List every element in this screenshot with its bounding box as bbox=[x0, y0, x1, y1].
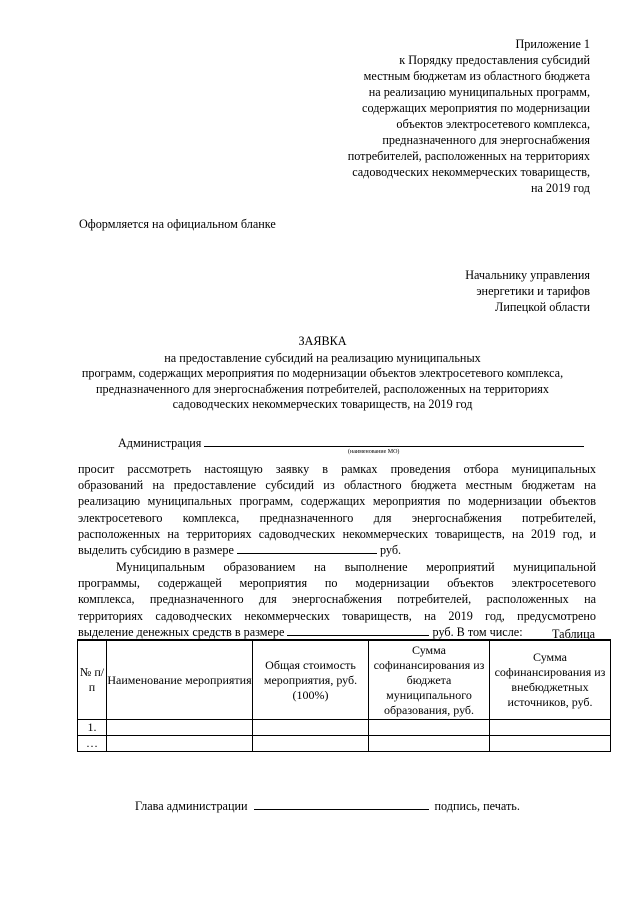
appendix-line: объектов электросетевого комплекса, bbox=[396, 117, 590, 131]
paragraph-line: электросетевого комплекса, предназначенного для энергоснабжения потребителей, bbox=[78, 510, 596, 525]
funding-paragraph bbox=[78, 559, 596, 640]
funding-table bbox=[77, 639, 611, 752]
funding-amount-label: выделение денежных средств в размере bbox=[78, 624, 285, 639]
paragraph-line: Муниципальным образованием на выполнение мероприятий муниципальной bbox=[116, 560, 596, 574]
table-cell[interactable] bbox=[253, 736, 369, 752]
appendix-header bbox=[348, 36, 590, 196]
table-header-row bbox=[78, 640, 611, 720]
table-cell[interactable] bbox=[107, 736, 253, 752]
table-cell[interactable] bbox=[490, 736, 611, 752]
header-total-cost: Общая стоимость мероприятия, руб. (100%) bbox=[253, 640, 369, 720]
paragraph-line: территориях садоводческих некоммерческих товариществ, на 2019 год, предусмотрено bbox=[78, 608, 596, 623]
appendix-line: на 2019 год bbox=[530, 181, 590, 195]
paragraph-line: образований на предоставление субсидий из областного бюджета местным бюджетам на bbox=[78, 478, 596, 493]
title-line: программ, содержащих мероприятия по модернизации объектов электросетевого комплекса, bbox=[81, 366, 564, 380]
paragraph-line: расположенных на территориях садоводческих некоммерческих товариществ, на 2019 год, и bbox=[78, 526, 596, 541]
subsidy-amount-line bbox=[78, 542, 596, 558]
appendix-line: на реализацию муниципальных программ, bbox=[368, 85, 590, 99]
administration-name-field[interactable] bbox=[204, 435, 584, 447]
appendix-line: местным бюджетам из областного бюджета bbox=[363, 69, 590, 83]
signature-label: Глава администрации bbox=[135, 799, 248, 813]
signature-line bbox=[135, 798, 520, 814]
funding-currency: руб. В том числе: bbox=[432, 624, 523, 639]
table-cell: 1. bbox=[78, 720, 107, 736]
subsidy-amount-label: выделить субсидию в размере bbox=[78, 543, 234, 558]
appendix-line: потребителей, расположенных на территориях bbox=[347, 149, 590, 163]
table-label: Таблица bbox=[552, 627, 595, 641]
appendix-line: содержащих мероприятия по модернизации bbox=[362, 101, 590, 115]
addressee-line: энергетики и тарифов bbox=[476, 284, 590, 298]
title-line: на предоставление субсидий на реализацию муниципальных bbox=[164, 350, 481, 365]
appendix-line: предназначенного для энергоснабжения bbox=[382, 133, 590, 147]
signature-field[interactable] bbox=[254, 798, 429, 810]
appendix-line: садоводческих некоммерческих товариществ, bbox=[352, 165, 590, 179]
table-cell[interactable] bbox=[490, 720, 611, 736]
title-line: садоводческих некоммерческих товариществ, на 2019 год bbox=[172, 397, 473, 411]
document-title bbox=[60, 334, 585, 413]
paragraph-line: просит рассмотреть настоящую заявку в рамках проведения отбора муниципальных bbox=[78, 462, 596, 476]
request-paragraph bbox=[78, 461, 596, 558]
administration-label: Администрация bbox=[118, 436, 202, 450]
signature-note: подпись, печать. bbox=[434, 799, 520, 813]
table-row bbox=[78, 720, 611, 736]
subsidy-currency: руб. bbox=[379, 543, 402, 558]
header-extrabudgetary-cofinancing: Сумма софинансирования из внебюджетных источников, руб. bbox=[490, 640, 611, 720]
paragraph-line: реализацию муниципальных программ, содержащих мероприятия по модернизации объектов bbox=[78, 494, 596, 509]
header-municipal-cofinancing: Сумма софинансирования из бюджета муниципального образования, руб. bbox=[369, 640, 490, 720]
table-cell: … bbox=[78, 736, 107, 752]
title-line: предназначенного для энергоснабжения потребителей, расположенных на территориях bbox=[96, 381, 549, 396]
table-cell[interactable] bbox=[369, 736, 490, 752]
appendix-line: к Порядку предоставления субсидий bbox=[399, 53, 590, 67]
addressee-line: Липецкой области bbox=[495, 300, 590, 314]
official-blank-note: Оформляется на официальном бланке bbox=[79, 217, 276, 231]
header-number: № п/п bbox=[78, 640, 107, 720]
administration-caption: (наименование МО) bbox=[348, 449, 400, 455]
addressee-block bbox=[465, 267, 590, 315]
title-heading: ЗАЯВКА bbox=[298, 334, 347, 348]
header-activity-name: Наименование мероприятия bbox=[107, 640, 253, 720]
subsidy-amount-field[interactable] bbox=[237, 542, 377, 554]
paragraph-line: комплекса, предназначенного для энергоснабжения потребителей, расположенных на bbox=[78, 592, 596, 607]
funding-amount-line bbox=[78, 624, 596, 640]
table-cell[interactable] bbox=[107, 720, 253, 736]
funding-amount-field[interactable] bbox=[287, 624, 429, 636]
paragraph-line: программы, содержащей мероприятия по модернизации объектов электросетевого bbox=[78, 576, 596, 591]
appendix-line: Приложение 1 bbox=[515, 37, 590, 51]
addressee-line: Начальнику управления bbox=[465, 268, 590, 282]
table-cell[interactable] bbox=[369, 720, 490, 736]
table-row bbox=[78, 736, 611, 752]
table-cell[interactable] bbox=[253, 720, 369, 736]
